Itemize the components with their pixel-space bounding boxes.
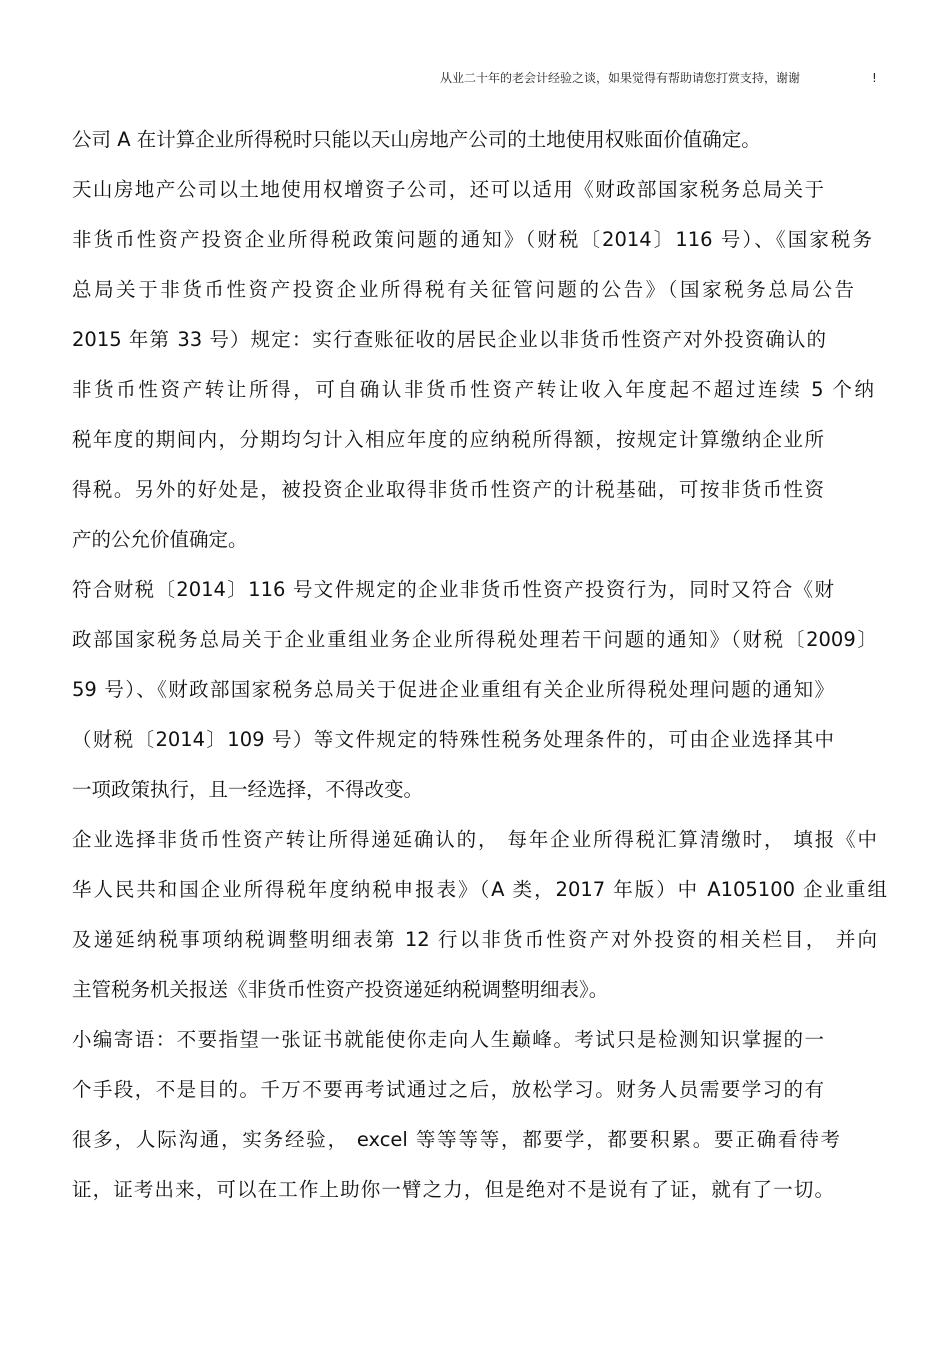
body-line: 证，证考出来，可以在工作上助你一臂之力，但是绝对不是说有了证，就有了一切。 <box>72 1178 834 1201</box>
body-line: 一项政策执行，且一经选择，不得改变。 <box>72 778 424 801</box>
header-text: 从业二十年的老会计经验之谈，如果觉得有帮助请您打赏支持，谢谢 <box>440 71 801 85</box>
body-line: 主管税务机关报送《非货币性资产投资递延纳税调整明细表》。 <box>72 978 609 1001</box>
body-line: 天山房地产公司以土地使用权增资子公司，还可以适用《财政部国家税务总局关于 <box>72 178 824 201</box>
body-line: 个手段，不是目的。千万不要再考试通过之后，放松学习。财务人员需要学习的有 <box>72 1078 824 1101</box>
body-line: 小编寄语：不要指望一张证书就能使你走向人生巅峰。考试只是检测知识掌握的一 <box>72 1028 824 1051</box>
body-line: 华人民共和国企业所得税年度纳税申报表》（A 类，2017 年版）中 A105100 企业重组 <box>72 878 887 901</box>
header-exclamation: ! <box>872 71 877 85</box>
body-line: 政部国家税务总局关于企业重组业务企业所得税处理若干问题的通知》（财税〔2009〕 <box>72 628 877 651</box>
body-line: 税年度的期间内，分期均匀计入相应年度的应纳税所得额，按规定计算缴纳企业所 <box>72 428 824 451</box>
body-line: 非货币性资产转让所得，可自确认非货币性资产转让收入年度起不超过连续 5 个纳 <box>72 378 874 401</box>
body-line: 企业选择非货币性资产转让所得递延确认的， 每年企业所得税汇算清缴时， 填报《中 <box>72 828 877 851</box>
body-line: 公司 A 在计算企业所得税时只能以天山房地产公司的土地使用权账面价值确定。 <box>72 128 761 151</box>
body-line: 得税。另外的好处是，被投资企业取得非货币性资产的计税基础，可按非货币性资 <box>72 478 824 501</box>
body-line: 符合财税〔2014〕116 号文件规定的企业非货币性资产投资行为，同时又符合《财 <box>72 578 834 601</box>
body-line: 产的公允价值确定。 <box>72 528 248 551</box>
body-line: 很多，人际沟通，实务经验， excel 等等等等，都要学，都要积累。要正确看待考 <box>72 1128 840 1151</box>
body-line: 59 号）、《财政部国家税务总局关于促进企业重组有关企业所得税处理问题的通知》 <box>72 678 834 701</box>
body-line: （财税〔2014〕109 号）等文件规定的特殊性税务处理条件的，可由企业选择其中 <box>72 728 834 751</box>
body-line: 非货币性资产投资企业所得税政策问题的通知》（财税〔2014〕116 号）、《国家税务 <box>72 228 872 251</box>
page-header <box>440 70 880 86</box>
body-line: 2015 年第 33 号）规定：实行查账征收的居民企业以非货币性资产对外投资确认的 <box>72 328 826 351</box>
body-line: 及递延纳税事项纳税调整明细表第 12 行以非货币性资产对外投资的相关栏目， 并向 <box>72 928 877 951</box>
body-line: 总局关于非货币性资产投资企业所得税有关征管问题的公告》（国家税务总局公告 <box>72 278 854 301</box>
